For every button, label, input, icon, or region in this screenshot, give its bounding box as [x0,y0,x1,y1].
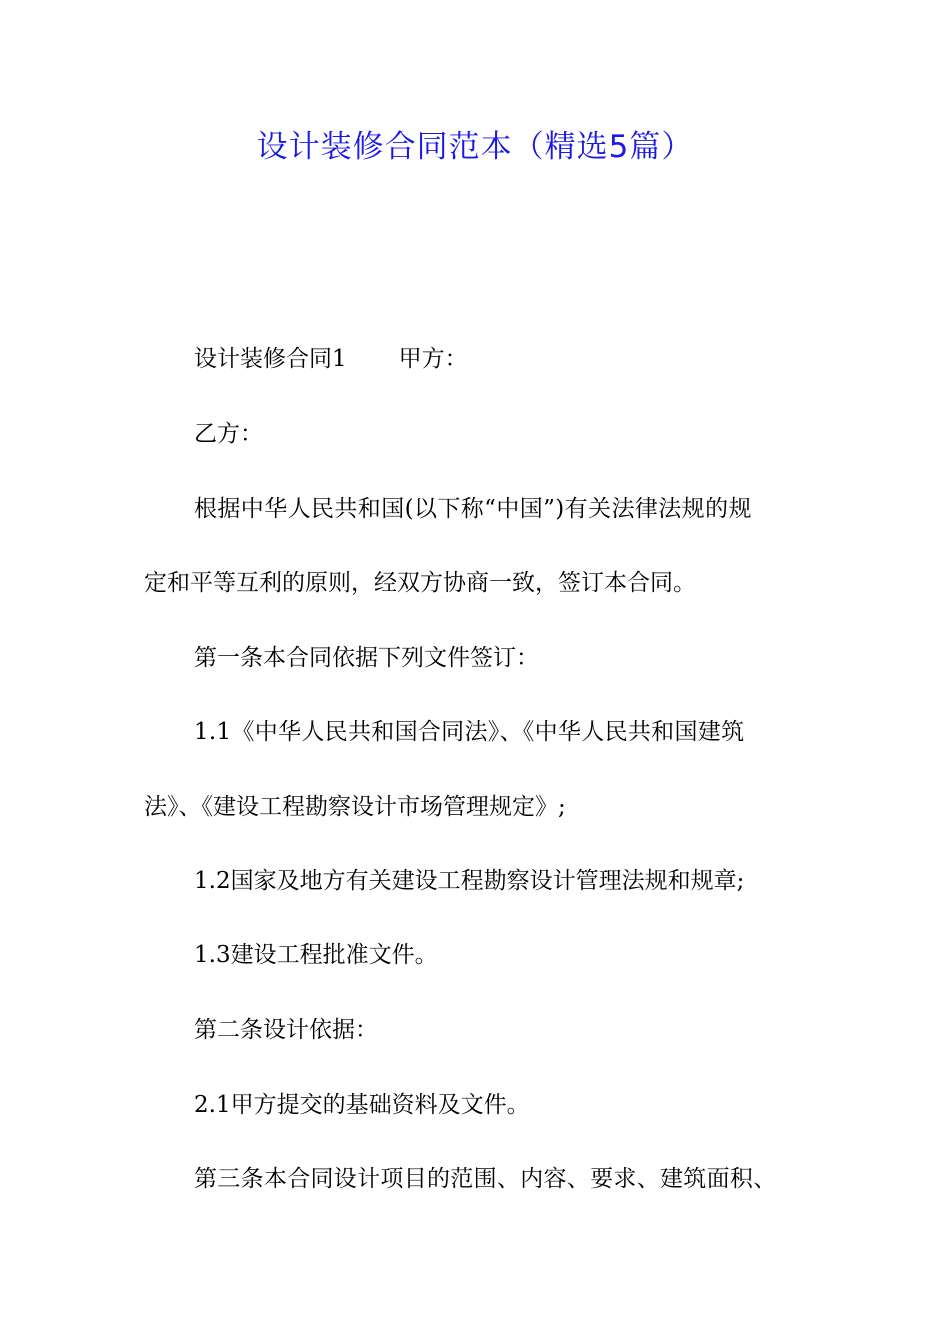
paragraph-line: 法》、《建设工程勘察设计市场管理规定》; [144,794,566,820]
document-title: 设计装修合同范本（精选5篇） [256,129,694,165]
paragraph-line: 1.2国家及地方有关建设工程勘察设计管理法规和规章; [194,868,745,894]
paragraph-line: 定和平等互利的原则，经双方协商一致，签订本合同。 [144,570,696,596]
party-a-label: 甲方： [398,346,468,372]
paragraph-line: 根据中华人民共和国(以下称“中国”)有关法律法规的规 [194,496,752,522]
article-heading: 第三条本合同设计项目的范围、内容、要求、建筑面积、 [194,1166,777,1192]
article-heading: 第二条设计依据： [194,1017,378,1043]
contract-name: 设计装修合同1 [194,346,347,372]
contract-heading-line [194,344,468,374]
paragraph-line: 1.1《中华人民共和国合同法》、《中华人民共和国建筑 [194,719,745,745]
party-b-label: 乙方： [194,421,263,447]
article-heading: 第一条本合同依据下列文件签订： [194,645,539,671]
paragraph-line: 2.1甲方提交的基础资料及文件。 [194,1092,530,1118]
paragraph-line: 1.3建设工程批准文件。 [194,942,438,968]
